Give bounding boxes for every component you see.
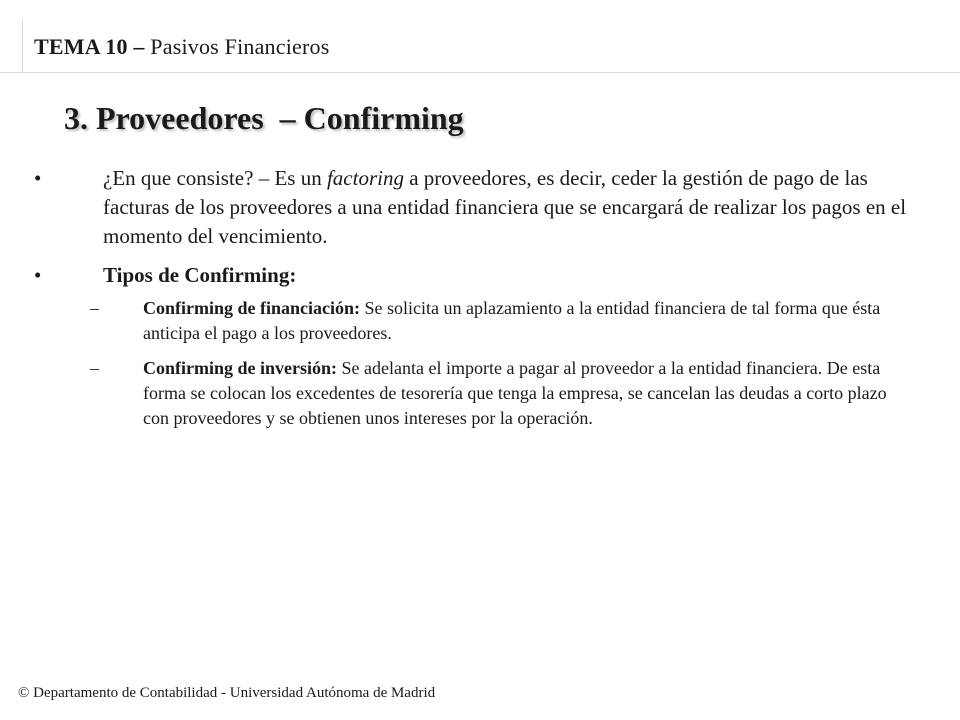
bullet-types [34,261,914,290]
bullet-definition [34,164,914,251]
sub-item-text: Se solicita un aplazamiento a la entidad financiera de tal forma que ésta anticipa el pago a los proveedores. [143,298,881,343]
copyright-footer: © Departamento de Contabilidad - Universidad Autónoma de Madrid [18,685,436,701]
slide-title: 3. Proveedores – Confirming [64,100,464,136]
topic-number: TEMA 10 [34,34,128,59]
sub-item-financiacion [34,296,914,346]
definition-emphasis: factoring [326,166,404,190]
header-vertical-rule [22,20,23,72]
definition-text-start: ¿En que consiste? – Es un [103,166,327,190]
slide-header [34,34,329,60]
sub-item-text: Se adelanta el importe a pagar al proveedor a la entidad financiera. De esta forma se colocan los excedentes de tesorería que tenga la empresa, se cancelan las deudas a corto plazo con proveedores y se obtienen unos intereses por la operación. [143,358,887,428]
topic-separator: – [127,34,151,59]
bullet-icon: • [34,166,42,190]
dash-icon: – [90,298,99,318]
bullet-icon: • [34,263,42,287]
sub-item-label: Confirming de financiación: [143,298,361,318]
sub-item-inversion [34,356,914,431]
topic-name: Pasivos Financieros [150,34,330,59]
header-divider [0,72,960,73]
slide-body [34,164,914,431]
dash-icon: – [90,358,99,378]
definition-text-end: a proveedores, es decir, ceder la gestión de pago de las facturas de los proveedores a una entidad financiera que se encargará de realizar los pagos en el momento del vencimiento. [103,166,907,248]
types-heading: Tipos de Confirming: [103,263,297,287]
sub-item-label: Confirming de inversión: [143,358,338,378]
